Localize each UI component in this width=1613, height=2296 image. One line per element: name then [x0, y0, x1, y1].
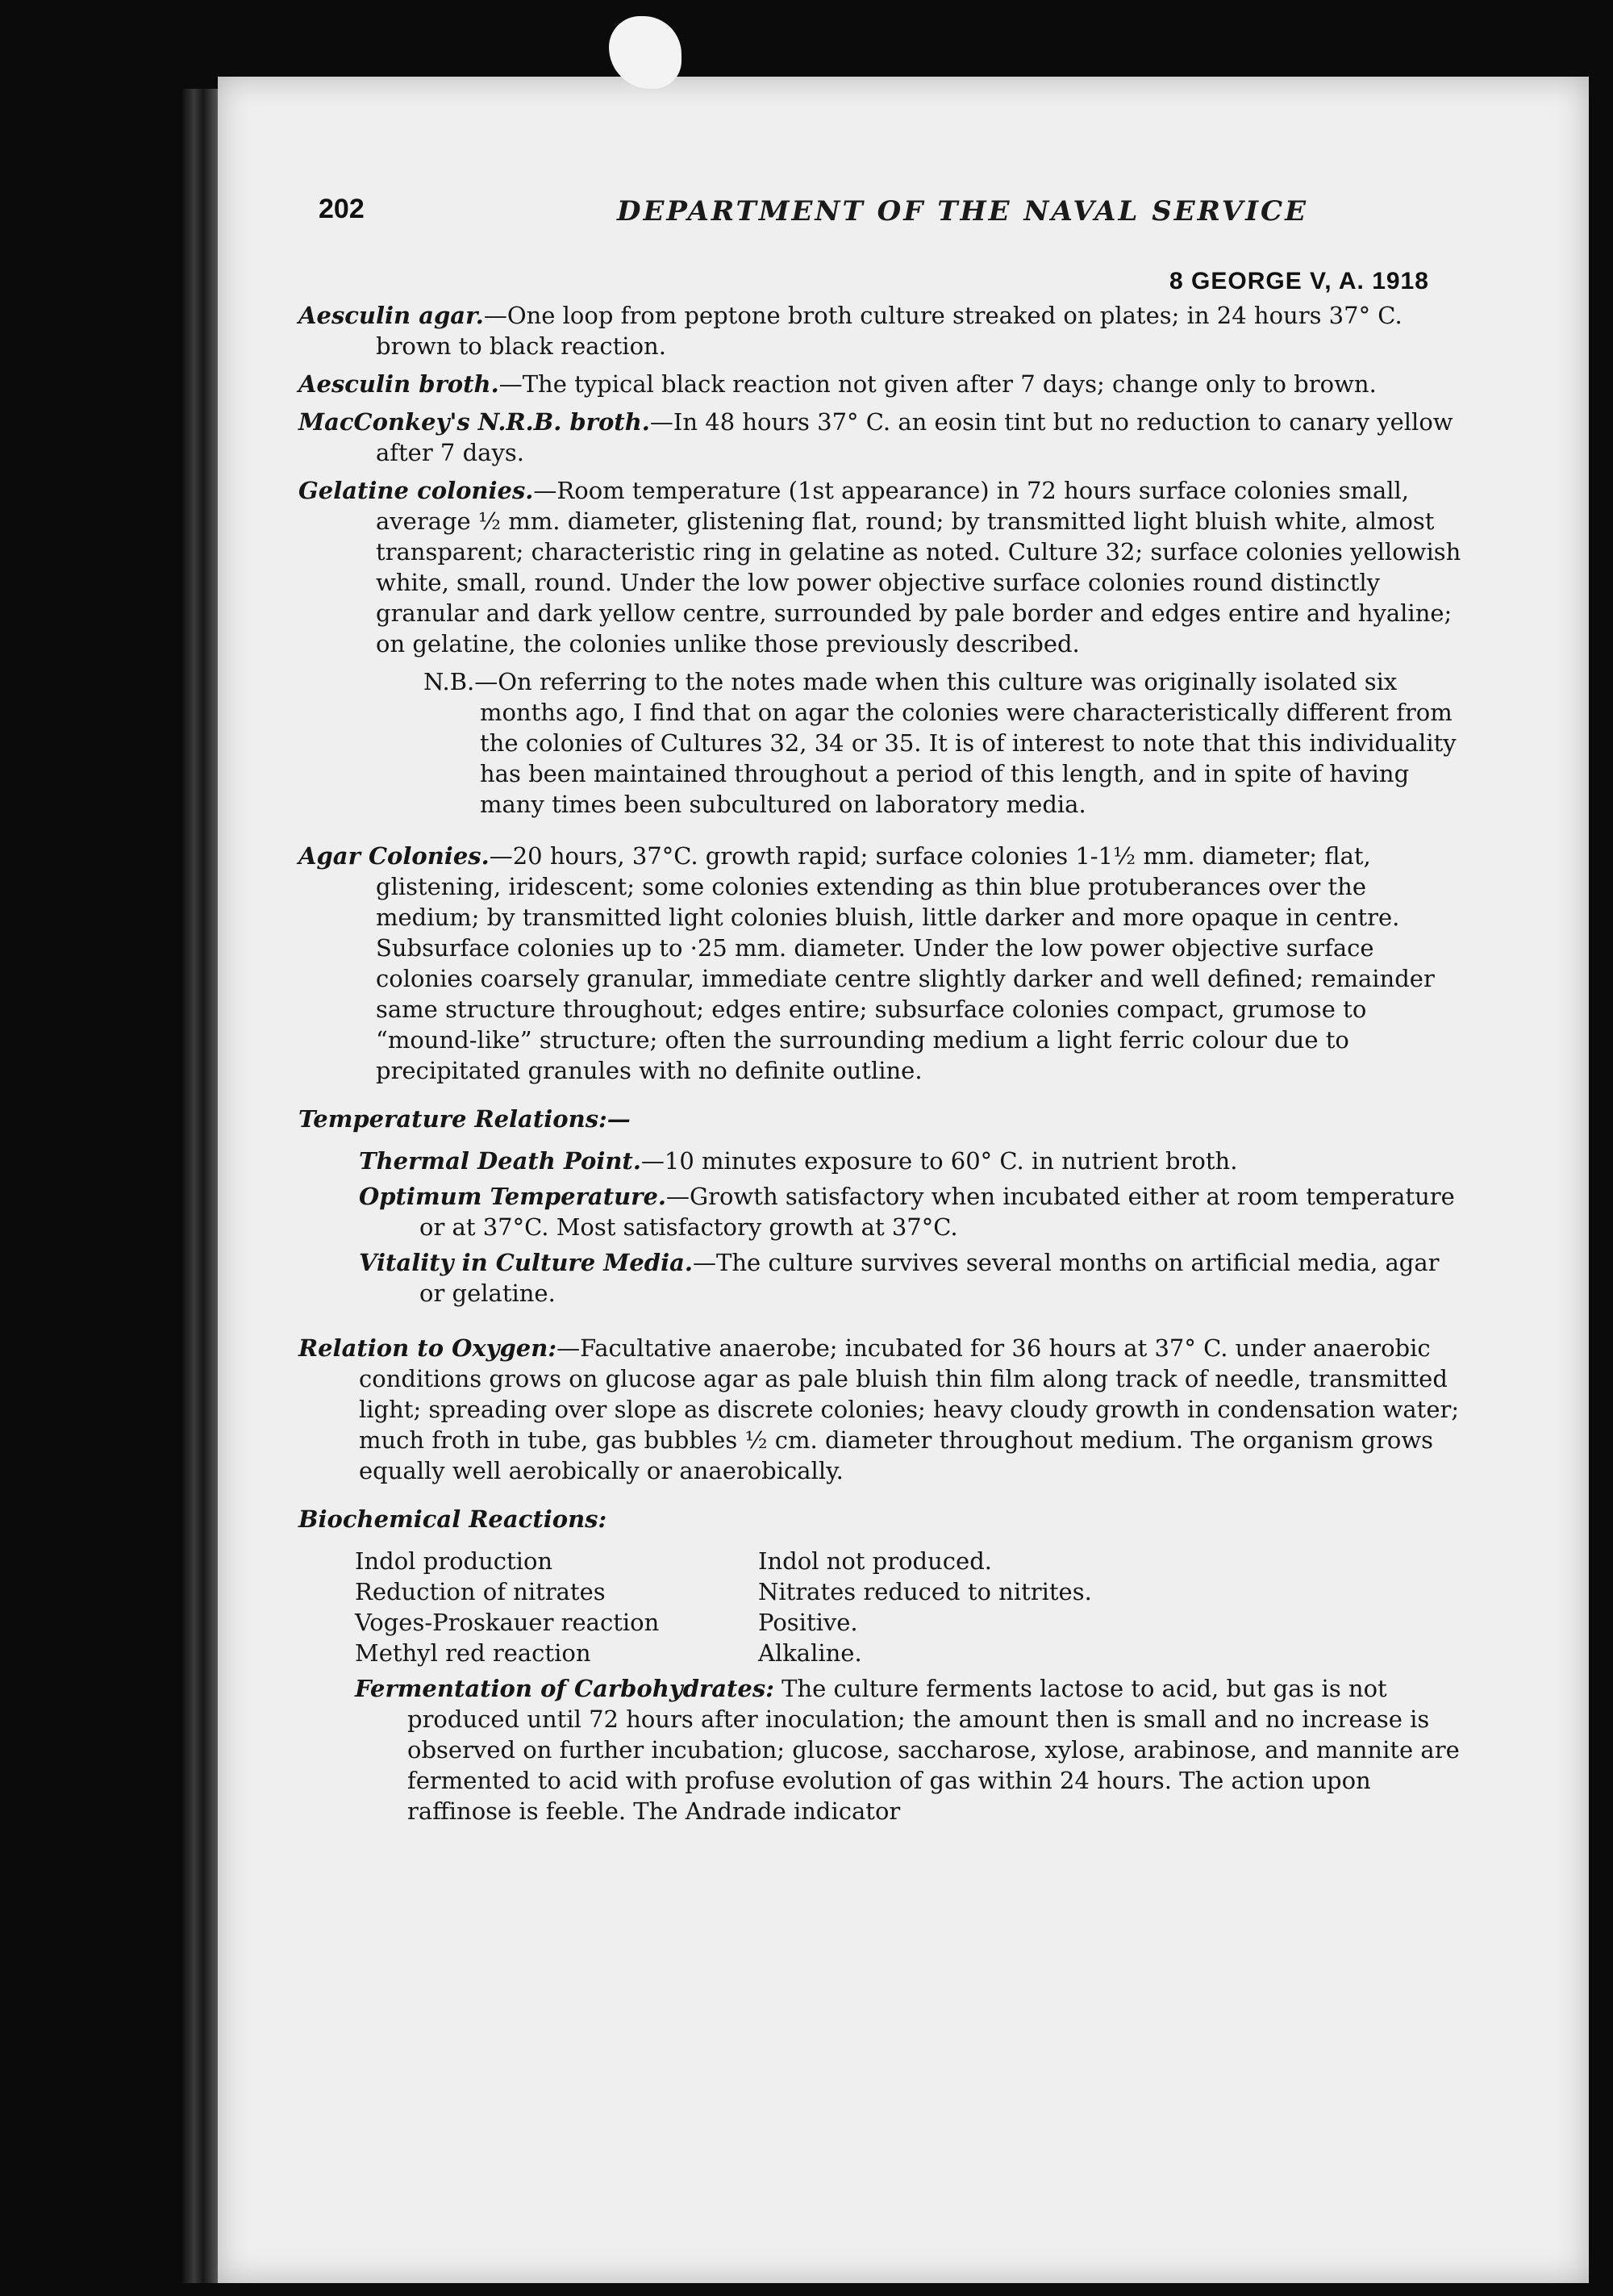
- test-result: Positive.: [758, 1609, 858, 1636]
- page-number: 202: [319, 194, 365, 224]
- temperature-item: [359, 1181, 1464, 1242]
- entry-text: —20 hours, 37°C. growth rapid; surface colonies 1-1½ mm. diameter; flat, glistening, iridescent; some colonies extending as thin blue protuberances over the medium; by transmitted light colonies bluish, little darker and more opaque in centre. Subsurface colonies up to ·25 mm. diameter. Under the low power objective surface colonies coarsely granular, immediate centre slightly darker and well defined; remainder same structure throughout; edges entire; subsurface colonies compact, grumose to “mound-like” structure; often the surrounding medium a light ferric colour due to precipitated granules with no definite outline.: [376, 842, 1435, 1084]
- entry-text: —Growth satisfactory when incubated either at room temperature or at 37°C. Most satisfactory growth at 37°C.: [419, 1183, 1455, 1241]
- entry-text: —Facultative anaerobe; incubated for 36 hours at 37° C. under anaerobic conditions grows on glucose agar as pale bluish thin film along track of needle, transmitted light; spreading over slope as discrete colonies; heavy cloudy growth in condensation water; much froth in tube, gas bubbles ½ cm. diameter throughout medium. The organism grows equally well aerobically or anaerobically.: [359, 1334, 1460, 1484]
- test-result: Alkaline.: [758, 1639, 862, 1667]
- test-name: Reduction of nitrates: [355, 1578, 606, 1605]
- test-name: Methyl red reaction: [355, 1639, 591, 1667]
- entry-label: MacConkey's N.R.B. broth.: [298, 408, 650, 436]
- session-label: 8 GEORGE V, A. 1918: [1169, 268, 1429, 294]
- entry-text: —The typical black reaction not given after 7 days; change only to brown.: [498, 370, 1377, 398]
- book-binding-edge: [181, 89, 218, 2283]
- entry-label: Vitality in Culture Media.: [359, 1249, 693, 1276]
- entry-agar-colonies: [298, 841, 1464, 1086]
- table-row: [355, 1607, 1092, 1638]
- entry-text: The culture ferments lactose to acid, but gas is not produced until 72 hours after inoculation; the amount then is small and no increase is observed on further incubation; glucose, saccharose, xylose, arabinose, and mannite are fermented to acid with profuse evolution of gas within 24 hours. The action upon raffinose is feeble. The Andrade indicator: [407, 1675, 1460, 1825]
- entry-label: Gelatine colonies.: [298, 477, 534, 504]
- entry-label: Fermentation of Carbohydrates:: [355, 1675, 774, 1702]
- temperature-item: [359, 1247, 1464, 1309]
- test-name: Indol production: [355, 1547, 553, 1575]
- entry-label: Aesculin broth.: [298, 370, 499, 398]
- page-body: [298, 300, 1464, 1826]
- temperature-item: [359, 1146, 1464, 1176]
- entry-label: Optimum Temperature.: [359, 1183, 666, 1210]
- table-row: [355, 1638, 1092, 1668]
- test-name: Voges-Proskauer reaction: [355, 1609, 660, 1636]
- entry-text: —Room temperature (1st appearance) in 72 hours surface colonies small, average ½ mm. diameter, glistening flat, round; by transmitted light bluish white, almost transparent; characteristic ring in gelatine as noted. Culture 32; surface colonies yellowish white, small, round. Under the low power objective surface colonies round distinctly granular and dark yellow centre, surrounded by pale border and edges entire and hyaline; on gelatine, the colonies unlike those previously described.: [376, 477, 1461, 657]
- test-result: Nitrates reduced to nitrites.: [758, 1578, 1092, 1605]
- entry-macconkey-broth: [298, 407, 1464, 468]
- entry-text: —The culture survives several months on artificial media, agar or gelatine.: [419, 1249, 1440, 1307]
- page-header: [319, 194, 1488, 242]
- entry-label: Relation to Oxygen:: [298, 1334, 557, 1362]
- entry-aesculin-agar: [298, 300, 1464, 361]
- entry-label: Thermal Death Point.: [359, 1147, 641, 1175]
- entry-text: —10 minutes exposure to 60° C. in nutrient broth.: [640, 1147, 1238, 1175]
- biochemical-table: [355, 1546, 1092, 1668]
- entry-gelatine-colonies: [298, 475, 1464, 659]
- entry-text: —In 48 hours 37° C. an eosin tint but no reduction to canary yellow after 7 days.: [376, 408, 1453, 466]
- entry-label: Aesculin agar.: [298, 302, 484, 329]
- entry-fermentation: [355, 1673, 1464, 1826]
- running-title: DEPARTMENT OF THE NAVAL SERVICE: [617, 195, 1308, 228]
- entry-relation-to-oxygen: [298, 1333, 1464, 1486]
- table-row: [355, 1576, 1092, 1607]
- biochemical-heading: Biochemical Reactions:: [298, 1505, 607, 1533]
- entry-text: —One loop from peptone broth culture streaked on plates; in 24 hours 37° C. brown to black reaction.: [376, 302, 1403, 360]
- test-result: Indol not produced.: [758, 1547, 992, 1575]
- temperature-heading: Temperature Relations:—: [298, 1105, 631, 1133]
- entry-label: Agar Colonies.: [298, 842, 490, 870]
- nb-note: N.B.—On referring to the notes made when this culture was originally isolated six months ago, I find that on agar the colonies were characteristically different from the colonies of Cultures 32, 34 or 35. It is of interest to note that this individuality has been maintained throughout a period of this length, and in spite of having many times been subcultured on laboratory media.: [423, 668, 1457, 818]
- entry-aesculin-broth: [298, 369, 1464, 399]
- table-row: [355, 1546, 1092, 1576]
